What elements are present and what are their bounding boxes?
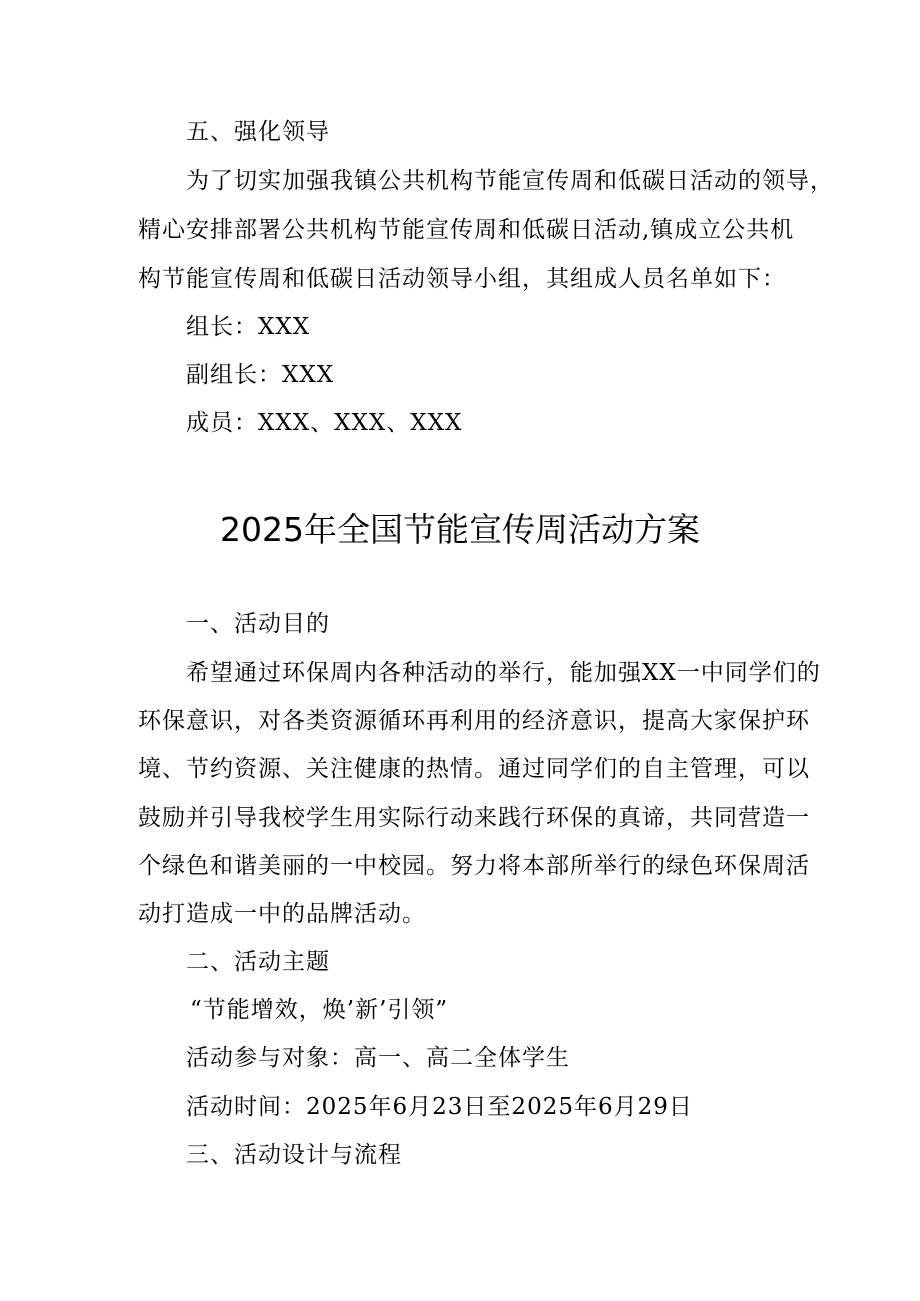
section-heading-theme: 二、活动主题 — [186, 949, 330, 975]
paragraph-line: 动打造成一中的品牌活动。 — [138, 901, 426, 927]
paragraph-line: 环保意识，对各类资源循环再利用的经济意识，提高大家保护环 — [138, 708, 810, 734]
paragraph-line: 个绿色和谐美丽的一中校园。努力将本部所举行的绿色环保周活 — [138, 853, 810, 879]
paragraph-line: 为了切实加强我镇公共机构节能宣传周和低碳日活动的领导， — [186, 168, 834, 194]
group-leader: 组长：XXX — [186, 314, 311, 340]
activity-time: 活动时间：2025年6月23日至2025年6月29日 — [186, 1094, 693, 1120]
section-heading-purpose: 一、活动目的 — [186, 611, 330, 637]
document-title: 2025年全国节能宣传周活动方案 — [220, 510, 700, 549]
section-heading-design-process: 三、活动设计与流程 — [186, 1142, 402, 1168]
activity-theme: “节能增效，焕’新’引领” — [190, 997, 449, 1023]
deputy-leader: 副组长：XXX — [186, 362, 335, 388]
section-heading-strengthen-leadership: 五、强化领导 — [186, 119, 330, 145]
paragraph-line: 精心安排部署公共机构节能宣传周和低碳日活动,镇成立公共机 — [138, 217, 795, 243]
members: 成员：XXX、XXX、XXX — [186, 410, 463, 436]
paragraph-line: 境、节约资源、关注健康的热情。通过同学们的自主管理，可以 — [138, 756, 810, 782]
paragraph-line: 鼓励并引导我校学生用实际行动来践行环保的真谛，共同营造一 — [138, 805, 810, 831]
paragraph-line: 希望通过环保周内各种活动的举行，能加强XX一中同学们的 — [186, 660, 821, 686]
activity-participants: 活动参与对象：高一、高二全体学生 — [186, 1045, 570, 1071]
paragraph-line: 构节能宣传周和低碳日活动领导小组，其组成人员名单如下： — [138, 266, 786, 292]
